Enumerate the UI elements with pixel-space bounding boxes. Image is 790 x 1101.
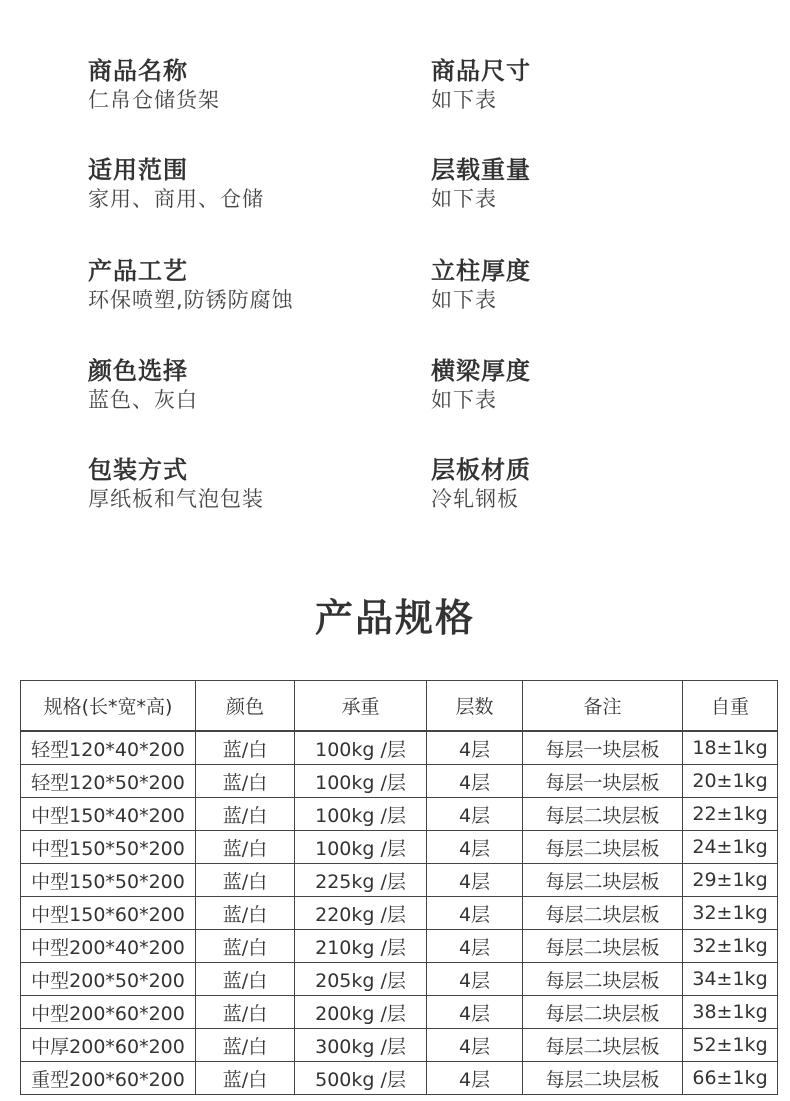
cell-color: 蓝/白 [196,1029,295,1062]
cell-load: 100kg /层 [295,765,427,798]
table-row [21,864,778,897]
table-row [21,1029,778,1062]
header-color: 颜色 [196,681,295,732]
attr-label: 颜色选择 [88,357,188,385]
header-weight: 自重 [683,681,778,732]
cell-color: 蓝/白 [196,831,295,864]
cell-layers: 4层 [427,897,523,930]
cell-weight: 52±1kg [683,1029,778,1062]
cell-weight: 34±1kg [683,963,778,996]
cell-layers: 4层 [427,831,523,864]
header-note: 备注 [523,681,683,732]
attr-size [431,56,531,114]
cell-color: 蓝/白 [196,996,295,1029]
cell-note: 每层二块层板 [523,1062,683,1095]
cell-note: 每层一块层板 [523,731,683,765]
cell-layers: 4层 [427,963,523,996]
header-spec: 规格(长*宽*高) [21,681,196,732]
cell-note: 每层二块层板 [523,798,683,831]
attr-value: 仁帛仓储货架 [88,88,220,112]
cell-spec: 轻型120*50*200 [21,765,196,798]
table-header-row [21,681,778,732]
attr-value: 如下表 [431,88,497,112]
cell-spec: 中型150*40*200 [21,798,196,831]
cell-color: 蓝/白 [196,798,295,831]
cell-note: 每层二块层板 [523,930,683,963]
cell-note: 每层二块层板 [523,897,683,930]
attr-value: 家用、商用、仓储 [88,187,264,211]
cell-color: 蓝/白 [196,731,295,765]
attr-label: 商品尺寸 [431,57,531,85]
cell-load: 205kg /层 [295,963,427,996]
cell-note: 每层二块层板 [523,963,683,996]
attr-color [88,356,198,414]
cell-weight: 20±1kg [683,765,778,798]
cell-load: 100kg /层 [295,731,427,765]
cell-spec: 重型200*60*200 [21,1062,196,1095]
cell-color: 蓝/白 [196,963,295,996]
attr-column-thickness [431,256,531,314]
table-row [21,798,778,831]
table-body [21,731,778,1095]
cell-spec: 中型150*50*200 [21,831,196,864]
cell-color: 蓝/白 [196,765,295,798]
attr-value: 如下表 [431,187,497,211]
attr-product-name [88,56,220,114]
attr-value: 冷轧钢板 [431,487,519,511]
attr-beam-thickness [431,356,531,414]
cell-load: 220kg /层 [295,897,427,930]
cell-color: 蓝/白 [196,1062,295,1095]
cell-weight: 18±1kg [683,731,778,765]
cell-layers: 4层 [427,996,523,1029]
cell-weight: 38±1kg [683,996,778,1029]
cell-note: 每层二块层板 [523,996,683,1029]
cell-spec: 中型200*40*200 [21,930,196,963]
attr-label: 产品工艺 [88,257,188,285]
cell-note: 每层二块层板 [523,831,683,864]
table-row [21,765,778,798]
cell-spec: 中厚200*60*200 [21,1029,196,1062]
cell-spec: 轻型120*40*200 [21,731,196,765]
attr-label: 包装方式 [88,456,188,484]
cell-spec: 中型200*60*200 [21,996,196,1029]
cell-note: 每层二块层板 [523,1029,683,1062]
cell-layers: 4层 [427,765,523,798]
cell-load: 500kg /层 [295,1062,427,1095]
attr-usage [88,155,264,213]
cell-weight: 66±1kg [683,1062,778,1095]
cell-load: 100kg /层 [295,831,427,864]
attr-label: 立柱厚度 [431,257,531,285]
cell-weight: 32±1kg [683,930,778,963]
table-row [21,831,778,864]
cell-layers: 4层 [427,1029,523,1062]
cell-load: 210kg /层 [295,930,427,963]
header-layers: 层数 [427,681,523,732]
cell-layers: 4层 [427,930,523,963]
spec-table [20,680,778,1095]
cell-layers: 4层 [427,864,523,897]
table-row [21,731,778,765]
cell-load: 300kg /层 [295,1029,427,1062]
attr-packaging [88,455,264,513]
cell-note: 每层一块层板 [523,765,683,798]
cell-color: 蓝/白 [196,930,295,963]
cell-layers: 4层 [427,1062,523,1095]
table-row [21,897,778,930]
cell-spec: 中型150*60*200 [21,897,196,930]
table-row [21,963,778,996]
attr-value: 厚纸板和气泡包装 [88,487,264,511]
attr-load [431,155,531,213]
cell-spec: 中型200*50*200 [21,963,196,996]
attr-value: 如下表 [431,388,497,412]
header-load: 承重 [295,681,427,732]
attr-value: 如下表 [431,288,497,312]
cell-layers: 4层 [427,731,523,765]
attr-label: 层载重量 [431,156,531,184]
table-row [21,996,778,1029]
cell-spec: 中型150*50*200 [21,864,196,897]
table-row [21,930,778,963]
attr-label: 横梁厚度 [431,357,531,385]
cell-weight: 32±1kg [683,897,778,930]
attr-label: 适用范围 [88,156,188,184]
attr-value: 环保喷塑,防锈防腐蚀 [88,288,294,312]
cell-load: 200kg /层 [295,996,427,1029]
cell-color: 蓝/白 [196,897,295,930]
cell-color: 蓝/白 [196,864,295,897]
attr-label: 层板材质 [431,456,531,484]
cell-weight: 24±1kg [683,831,778,864]
spec-title: 产品规格 [314,596,475,640]
cell-weight: 22±1kg [683,798,778,831]
attr-label: 商品名称 [88,57,188,85]
attr-process [88,256,294,314]
table-row [21,1062,778,1095]
attr-value: 蓝色、灰白 [88,388,198,412]
cell-load: 225kg /层 [295,864,427,897]
attr-shelf-material [431,455,531,513]
cell-load: 100kg /层 [295,798,427,831]
cell-layers: 4层 [427,798,523,831]
cell-weight: 29±1kg [683,864,778,897]
cell-note: 每层二块层板 [523,864,683,897]
